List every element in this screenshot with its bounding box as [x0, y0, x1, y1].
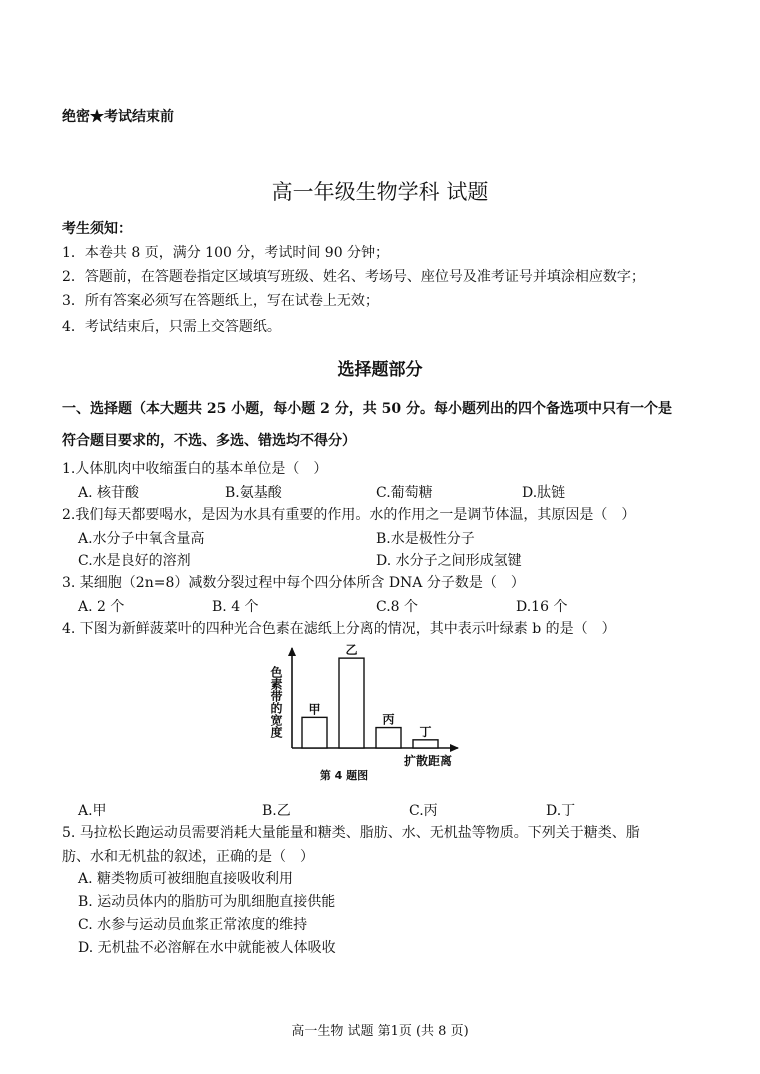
question-5-option-c: C. 水参与运动员血浆正常浓度的维持 [78, 917, 308, 933]
bar-label-3: 丙 [382, 712, 395, 727]
question-3-option-d: D.16 个 [516, 599, 568, 615]
question-2-option-b: B.水是极性分子 [376, 531, 475, 547]
secret-mark: 绝密★考试结束前 [62, 109, 174, 125]
pigment-bar-chart [262, 642, 492, 782]
notice-item-3: 3．所有答案必须写在答题纸上，写在试卷上无效； [62, 293, 379, 309]
exam-title: 高一年级生物学科 试题 [271, 180, 489, 204]
bar-2 [339, 658, 364, 748]
bar-1 [302, 717, 327, 748]
question-1-option-d: D.肽链 [522, 485, 566, 501]
instruction-line-1: 一、选择题（本大题共 25 小题，每小题 2 分，共 50 分。每小题列出的四个备选项中只有一个是 [62, 401, 672, 417]
section-title: 选择题部分 [337, 360, 423, 380]
question-5-option-b: B. 运动员体内的脂肪可为肌细胞直接供能 [78, 894, 336, 910]
question-3-option-c: C.8 个 [376, 599, 419, 615]
question-5-option-d: D. 无机盐不必溶解在水中就能被人体吸收 [78, 940, 336, 956]
page-footer: 高一生物 试题 第1页 (共 8 页) [291, 1024, 469, 1039]
question-1-option-a: A. 核苷酸 [78, 485, 140, 501]
chart-caption: 第 4 题图 [319, 769, 369, 782]
question-1-option-b: B.氨基酸 [225, 485, 282, 501]
question-2-option-a: A.水分子中氧含量高 [78, 531, 205, 547]
notice-item-2: 2．答题前，在答题卷指定区域填写班级、姓名、考场号、座位号及准考证号并填涂相应数字； [62, 269, 645, 285]
notice-item-1: 1．本卷共 8 页，满分 100 分，考试时间 90 分钟； [62, 245, 390, 261]
bar-label-4: 丁 [419, 724, 432, 739]
x-axis-label: 扩散距离 [404, 754, 453, 768]
question-4-option-c: C.丙 [409, 803, 438, 819]
question-2-stem: 2.我们每天都要喝水，是因为水具有重要的作用。水的作用之一是调节体温，其原因是（ ） [62, 507, 636, 523]
question-3-option-b: B. 4 个 [212, 599, 259, 615]
question-5-option-a: A. 糖类物质可被细胞直接吸收利用 [78, 871, 294, 887]
question-1-stem: 1.人体肌肉中收缩蛋白的基本单位是（ ） [62, 461, 328, 477]
question-4-option-d: D.丁 [546, 803, 576, 819]
question-2-option-d: D. 水分子之间形成氢键 [376, 553, 522, 569]
instruction-line-2: 符合题目要求的，不选、多选、错选均不得分） [62, 433, 356, 449]
question-3-option-a: A. 2 个 [78, 599, 125, 615]
question-5-stem-line-2: 肪、水和无机盐的叙述，正确的是（ ） [62, 849, 314, 865]
question-4-option-b: B.乙 [262, 803, 291, 819]
notice-item-4: 4．考试结束后，只需上交答题纸。 [62, 319, 281, 335]
y-axis-arrow [288, 647, 296, 656]
bar-4 [413, 740, 438, 748]
question-4-option-a: A.甲 [78, 803, 107, 819]
question-4-stem: 4. 下图为新鲜菠菜叶的四种光合色素在滤纸上分离的情况，其中表示叶绿素 b 的是（ ） [62, 621, 616, 637]
question-3-stem: 3. 某细胞（2n=8）减数分裂过程中每个四分体所含 DNA 分子数是（ ） [62, 575, 525, 591]
question-2-option-c: C.水是良好的溶剂 [78, 553, 191, 569]
bar-3 [376, 728, 401, 748]
bar-label-1: 甲 [308, 702, 321, 717]
notice-heading: 考生须知： [62, 221, 132, 237]
y-axis-label: 色素带的宽度 [269, 666, 283, 738]
question-5-stem-line-1: 5. 马拉松长跑运动员需要消耗大量能量和糖类、脂肪、水、无机盐等物质。下列关于糖类、脂 [62, 825, 640, 841]
question-1-option-c: C.葡萄糖 [376, 485, 433, 501]
x-axis-arrow [450, 744, 459, 752]
bar-label-2: 乙 [345, 643, 358, 658]
